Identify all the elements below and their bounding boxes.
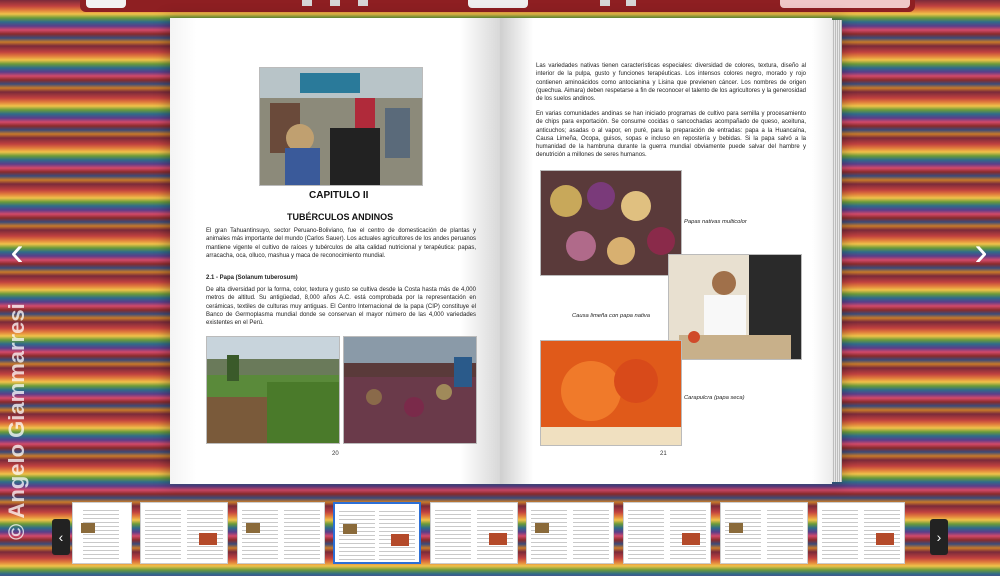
native-potatoes-photo <box>540 170 682 276</box>
watermark: © Angelo Giammarresi <box>4 303 29 540</box>
left-page-number: 20 <box>332 451 339 457</box>
toolbar-icon-4[interactable] <box>600 0 610 6</box>
thumb-next-button[interactable]: › <box>930 519 948 555</box>
top-toolbar <box>80 0 915 12</box>
section-title: TUBÉRCULOS ANDINOS <box>287 212 394 222</box>
thumbnail-6[interactable] <box>526 502 614 564</box>
thumbnail-8[interactable] <box>720 502 808 564</box>
thumbnail-5[interactable] <box>430 502 518 564</box>
chef-photo <box>668 254 802 360</box>
caption-causa: Causa limeña con papa nativa <box>572 313 650 319</box>
caption-carapulcra: Carapulcra (papa seca) <box>684 395 745 401</box>
toolbar-icon-5[interactable] <box>626 0 636 6</box>
carapulcra-photo <box>540 340 682 446</box>
papa-paragraph: De alta diversidad por la forma, color, textura y gusto se cultiva desde la Costa hasta más de 4,000 metros de altitud. Su antigüedad, 8,000 años A.C. está comprobada por la representación en cerámicas, textiles de culturas muy antiguas. El Centro Internacional de la papa (CIP) constituye el Banco de Germoplasma mundial donde se conservan el mayor número de las 4,000 variedades existentes en el Perú. <box>206 287 476 327</box>
caption-native-potatoes: Papas nativas multicolor <box>684 219 747 225</box>
thumbnail-2[interactable] <box>140 502 228 564</box>
varieties-paragraph: Las variedades nativas tienen características especiales: diversidad de colores, textura, diseño al interior de la pulpa, gusto y funciones terapéuticas. Los intensos colores negro, morado y rojo contienen aminoácidos como antocianina y Lisina que previenen cáncer. Los nombres de origen (quechua. Aimara) deben respetarse a fin de reconocer el talento de los agricultores y la generosidad de los suelos andinos. <box>536 63 806 103</box>
toolbar-icon-2[interactable] <box>330 0 340 6</box>
toolbar-icon-1[interactable] <box>302 0 312 6</box>
left-page[interactable] <box>170 18 500 484</box>
thumbnail-3[interactable] <box>237 502 325 564</box>
thumbnail-strip <box>0 495 1000 576</box>
search-field[interactable] <box>780 0 910 8</box>
thumbnail-4[interactable] <box>333 502 421 564</box>
market-women-photo <box>259 67 423 186</box>
right-page-number: 21 <box>660 451 667 457</box>
right-page[interactable] <box>500 18 832 484</box>
thumbnail-1[interactable] <box>72 502 132 564</box>
page-stack-edge <box>832 20 842 482</box>
page-indicator[interactable] <box>468 0 528 8</box>
home-button[interactable] <box>86 0 126 8</box>
uses-paragraph: En varias comunidades andinas se han iniciado programas de cultivo para semilla y procesamiento de chips para exportación. Se consume cocidas o sancochadas acompañado de queso, aceituna, anticuchos; asadas o al vapor, en puré, para la preparación de entradas: papa a la Huancaína, Causa Limeña, Ocopa, guisos, sopas e incluso en repostería y bebidas. Si la papa salvó a la humanidad de la hambruna durante la guerra mundial obviamente puede salvar del hambre y denutrición a millones de seres humanos. <box>536 111 806 159</box>
thumbnail-7[interactable] <box>623 502 711 564</box>
potato-field-photo <box>206 336 340 444</box>
prev-page-arrow-icon[interactable]: ‹ <box>10 230 24 274</box>
subheading-papa: 2.1 - Papa (Solanum tuberosum) <box>206 275 298 281</box>
toolbar-icon-3[interactable] <box>358 0 368 6</box>
thumb-prev-button[interactable]: ‹ <box>52 519 70 555</box>
potato-market-photo <box>343 336 477 444</box>
intro-paragraph: El gran Tahuantinsuyo, sector Peruano-Boliviano, fue el centro de domesticación de plantas y animales más importante del mundo (Carlos Sauer). Los actuales agricultores de los andes peruanos mantiene vigente el cultivo de raíces y tubérculos de alta calidad nutricional y terapéutica: papas, arracacha, oca, olluco, mashua y maca de reconocimiento mundial. <box>206 228 476 259</box>
chapter-heading: CAPITULO II <box>309 190 369 201</box>
next-page-arrow-icon[interactable]: › <box>974 230 988 274</box>
thumbnail-9[interactable] <box>817 502 905 564</box>
